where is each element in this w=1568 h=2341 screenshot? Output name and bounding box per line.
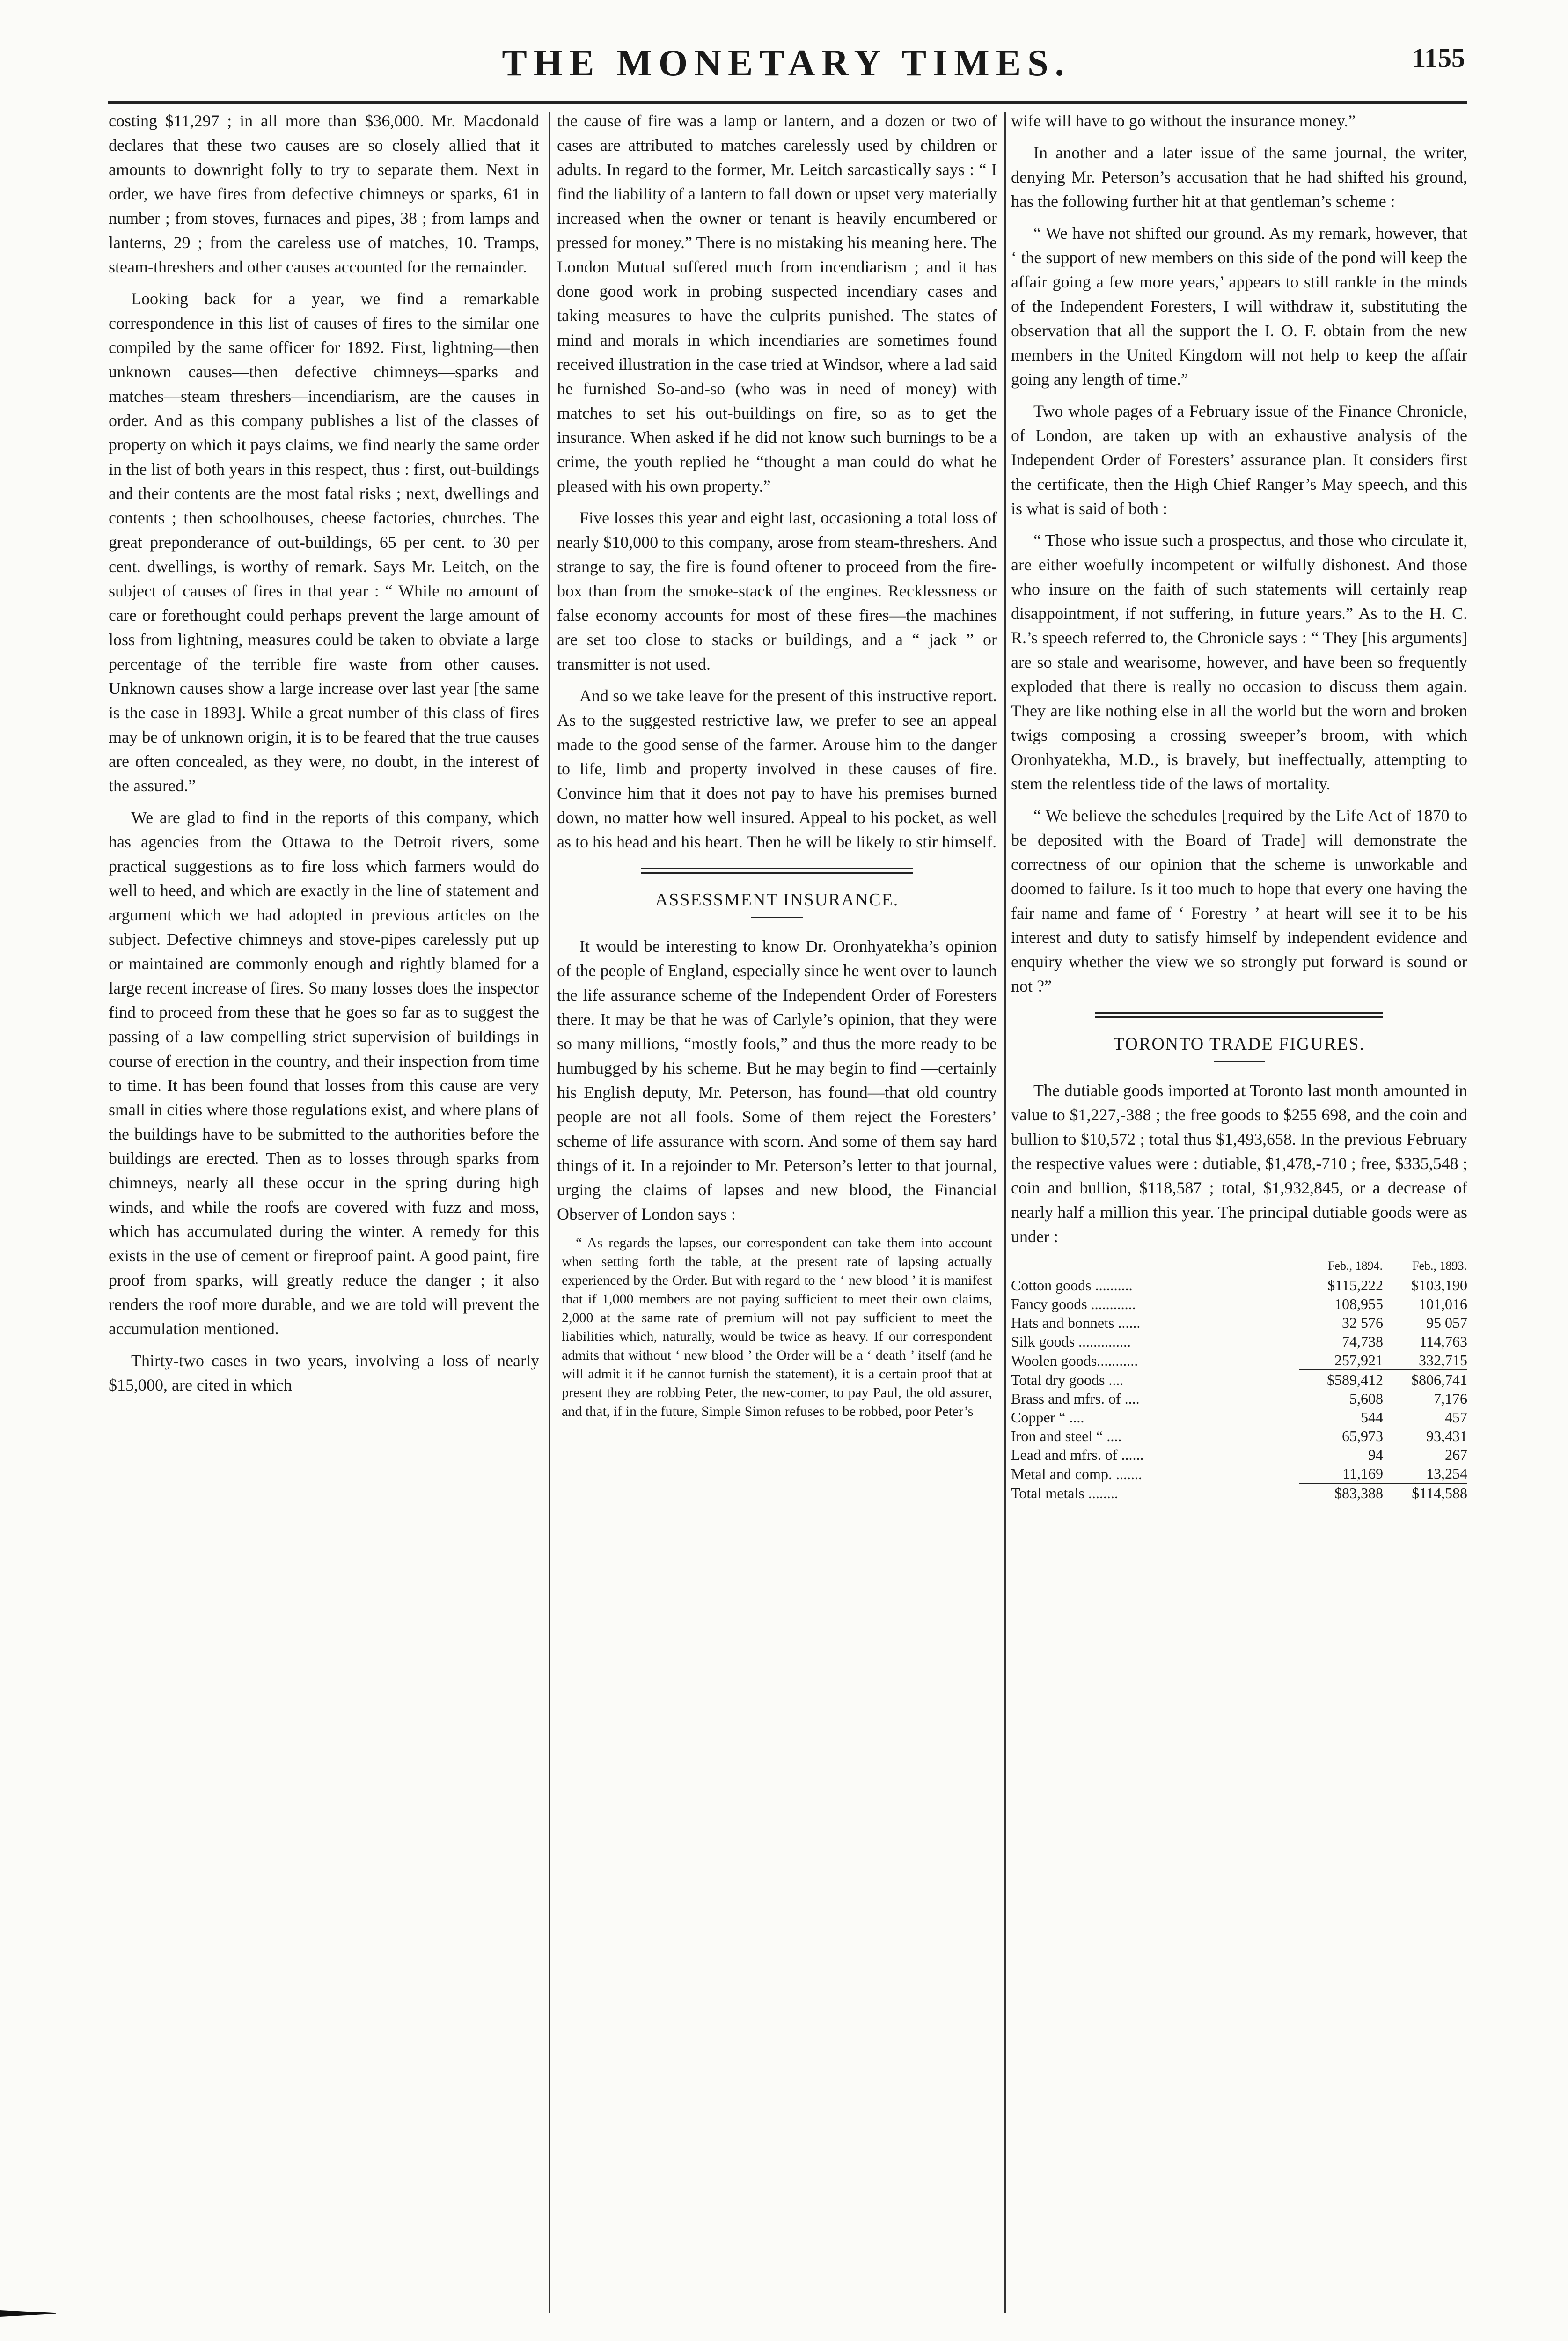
paragraph: “ Those who issue such a prospectus, and those who circulate it, are either woefully incompetent or wilfully dishonest. And those who insure on the faith of such statements will certainly reap disappointment, if not suffering, in future years.” As to the H. C. R.’s speech referred to, the Chronicle says : “ They [his arguments] are so stale and wearisome, however, and have been so frequently exploded that there is really no occasion to discuss them again. They are like nothing else in all the world but the worn and broken twigs composing a crossing sweeper’s broom, with which Oronhyatekha, M.D., is bravely, but ineffectually, attempting to stem the relentless tide of the laws of mortality. xyxy=(1011,531,1467,793)
value-1894: $83,388 xyxy=(1299,1483,1383,1502)
row-label: Copper “ .... xyxy=(1011,1409,1084,1426)
section-separator xyxy=(641,868,913,869)
table-row xyxy=(1011,1389,1467,1408)
masthead xyxy=(108,28,1465,98)
block-quote xyxy=(562,1234,992,1421)
value-1894: $589,412 xyxy=(1299,1370,1383,1389)
section-heading: ASSESSMENT INSURANCE. xyxy=(655,890,899,910)
value-1893: $806,741 xyxy=(1383,1370,1467,1389)
row-label: Total metals ........ xyxy=(1011,1484,1118,1502)
value-1894: 5,608 xyxy=(1349,1390,1383,1407)
pointer-arrow-icon xyxy=(0,2310,56,2317)
section-separator xyxy=(641,872,913,874)
section-separator xyxy=(1095,1016,1383,1018)
paragraph: We are glad to find in the reports of this company, which has agencies from the Ottawa to the Detroit rivers, some practical suggestions as to fire loss which farmers would do well to heed, and which are exactly in the line of statement and argument which we had adopted in previous articles on the subject. Defective chimneys and stove-pipes carelessly put up or maintained are commonly enough and rightly blamed for a large recent increase of fires. So many losses does the inspector find to proceed from these that he goes so far as to suggest the passing of a law compelling strict supervision of buildings in course of erection in the country, and their inspection from time to time. It has been found that losses from this cause are very small in cities where those regulations exist, and where plans of the buildings have to be submitted to the authorities before the buildings are erected. Then as to losses through sparks from chimneys, nearly all these occur in the spring during high winds, and while the roofs are covered with fuzz and moss, which has accumulated during the winter. A remedy for this exists in the use of cement or fireproof paint. A good paint, fire proof from sparks, will greatly reduce the danger ; it also renders the roof more durable, and we are told will prevent the accumulation mentioned. xyxy=(109,808,539,1338)
value-1894: 65,973 xyxy=(1342,1428,1383,1444)
value-1893: $103,190 xyxy=(1411,1277,1467,1294)
paragraph: Thirty-two cases in two years, involving a loss of nearly $15,000, are cited in which xyxy=(109,1351,539,1394)
column-3 xyxy=(1011,109,1467,2319)
row-label: Metal and comp. ....... xyxy=(1011,1465,1142,1482)
column-divider xyxy=(549,112,550,2313)
value-1894: 544 xyxy=(1361,1409,1383,1426)
value-1894: $115,222 xyxy=(1327,1277,1383,1294)
column-header: Feb., 1894. xyxy=(1328,1259,1383,1273)
value-1893: 7,176 xyxy=(1434,1390,1467,1407)
paragraph: And so we take leave for the present of this instructive report. As to the suggested restrictive law, we prefer to see an appeal made to the good sense of the farmer. Arouse him to the danger to life, limb and property involved in these causes of fire. Convince him that it does not pay to have his premises burned down, no matter how well insured. Appeal to his pocket, as well as to his head and his heart. Then he will be likely to stir himself. xyxy=(557,686,997,851)
row-label: Total dry goods .... xyxy=(1011,1371,1124,1388)
table-row xyxy=(1011,1313,1467,1332)
paragraph: costing $11,297 ; in all more than $36,000. Mr. Macdonald declares that these two causes are so closely allied that it amounts to downright folly to try to separate them. Next in order, we have fires from defective chimneys or sparks, 61 in number ; from stoves, furnaces and pipes, 38 ; from lamps and lanterns, 29 ; from the careless use of matches, 10. Tramps, steam-threshers and other causes accounted for the remainder. xyxy=(109,111,539,276)
table-row xyxy=(1011,1351,1467,1370)
column-2 xyxy=(557,109,997,2319)
page-number: 1155 xyxy=(1412,43,1465,73)
section-heading: TORONTO TRADE FIGURES. xyxy=(1114,1034,1365,1054)
column-header: Feb., 1893. xyxy=(1412,1259,1467,1273)
table-row xyxy=(1011,1464,1467,1483)
paragraph: The dutiable goods imported at Toronto last month amounted in value to $1,227,-388 ; the free goods to $255 698, and the coin and bullion to $10,572 ; total thus $1,493,658. In the previous February the respective values were : dutiable, $1,478,-710 ; free, $335,548 ; coin and bullion, $118,587 ; total, $1,932,845, or a decrease of nearly half a million this year. The principal dutiable goods were as under : xyxy=(1011,1081,1467,1246)
heading-rule xyxy=(1214,1061,1265,1062)
row-label: Silk goods .............. xyxy=(1011,1333,1131,1350)
table-row xyxy=(1011,1427,1467,1445)
paragraph: Looking back for a year, we find a remarkable correspondence in this list of causes of fires to the similar one compiled by the same officer for 1892. First, lightning—then unknown causes—then defective chimneys—sparks and matches—steam threshers—incendiarism, are the causes in order. And as this company publishes a list of the classes of property on which it pays claims, we find nearly the same order in the list of both years in this respect, thus : first, out-buildings and their contents are the most fatal risks ; next, dwellings and contents ; then schoolhouses, cheese factories, churches. The great preponderance of out-buildings, 65 per cent. to 30 per cent. dwellings, is worthy of remark. Says Mr. Leitch, on the subject of causes of fires in that year : “ While no amount of care or forethought could perhaps prevent the large amount of loss from lightning, measures could be taken to obviate a large percentage of the terrible fire waste from other causes. Unknown causes show a large increase over last year [the same is the case in 1893]. While a great number of this class of fires may be of unknown origin, it is to be feared that the true causes are often concealed, as they were, no doubt, in the interest of the assured.” xyxy=(109,289,539,795)
value-1894: 257,921 xyxy=(1334,1352,1383,1369)
quote-text: “ As regards the lapses, our correspondent can take them into account when setting forth the table, at the present rate of lapsing actually experienced by the Order. But with regard to the ‘ new blood ’ it is manifest that if 1,000 members are not paying sufficient to meet their own claims, 2,000 at the same rate of premium will not pay sufficient to meet the liabilities which, naturally, would be twice as heavy. If our correspondent admits that without ‘ new blood ’ the Order will be a ‘ death ’ itself (and he will admit it if he cannot furnish the statement), it is a certain proof that at present they are robbing Peter, the new-comer, to pay Paul, the old assurer, and that, if in the future, Simple Simon refuses to be robbed, poor Peter’s xyxy=(562,1235,992,1419)
value-1893: 267 xyxy=(1445,1446,1467,1463)
row-label: Lead and mfrs. of ...... xyxy=(1011,1446,1144,1463)
row-label: Hats and bonnets ...... xyxy=(1011,1314,1141,1331)
paragraph: wife will have to go without the insurance money.” xyxy=(1011,111,1356,130)
value-1894: 94 xyxy=(1368,1446,1383,1463)
header-rule xyxy=(108,101,1467,104)
table-row xyxy=(1011,1276,1467,1295)
section-separator xyxy=(1095,1012,1383,1014)
value-1893: 114,763 xyxy=(1419,1333,1467,1350)
row-label: Woolen goods........... xyxy=(1011,1352,1138,1369)
value-1893: 101,016 xyxy=(1419,1296,1467,1312)
row-label: Fancy goods ............ xyxy=(1011,1296,1136,1312)
value-1894: 32 576 xyxy=(1342,1314,1383,1331)
value-1894: 74,738 xyxy=(1342,1333,1383,1350)
paragraph: In another and a later issue of the same journal, the writer, denying Mr. Peterson’s accusation that he had shifted his ground, has the following further hit at that gentleman’s scheme : xyxy=(1011,143,1467,211)
row-label: Brass and mfrs. of .... xyxy=(1011,1390,1140,1407)
heading-rule xyxy=(751,917,803,918)
row-label: Cotton goods .......... xyxy=(1011,1277,1133,1294)
row-label: Iron and steel “ .... xyxy=(1011,1428,1122,1444)
table-row xyxy=(1011,1332,1467,1351)
value-1894: 108,955 xyxy=(1334,1296,1383,1312)
paragraph: the cause of fire was a lamp or lantern, and a dozen or two of cases are attributed to matches carelessly used by children or adults. In regard to the former, Mr. Leitch sarcastically says : “ I find the liability of a lantern to fall down or upset very materially increased when the owner or tenant is heavily encumbered or pressed for money.” There is no mistaking his meaning here. The London Mutual suffered much from incendiarism ; and it has done good work in probing suspected incendiary cases and taking measures to have the culprits punished. The states of mind and morals in which incendiaries are sometimes found received illustration in the case tried at Windsor, where a lad said he furnished So-and-so (who was in need of money) with matches to set his out-buildings on fire, so as to get the insurance. When asked if he did not know such burnings to be a crime, the youth replied he “thought a man could do what he pleased with his own property.” xyxy=(557,111,997,495)
table-row xyxy=(1011,1408,1467,1427)
value-1893: 95 057 xyxy=(1426,1314,1467,1331)
value-1893: 457 xyxy=(1445,1409,1467,1426)
trade-figures-table xyxy=(1011,1256,1467,1502)
paragraph: “ We have not shifted our ground. As my remark, however, that ‘ the support of new members on this side of the pond will keep the affair going a few more years,’ appears to still rankle in the minds of the Independent Foresters, I will withdraw it, substituting the observation that all the support the I. O. F. obtain from the new members in the United Kingdom will not help to keep the affair going any length of time.” xyxy=(1011,224,1467,389)
total-row xyxy=(1011,1483,1467,1502)
paragraph: It would be interesting to know Dr. Oronhyatekha’s opinion of the people of England, especially since he went over to launch the life assurance scheme of the Independent Order of Foresters there. It may be that he was of Carlyle’s opinion, that they were so many millions, “mostly fools,” and thus the more ready to be humbugged by his scheme. But he may begin to find —certainly his English deputy, Mr. Peterson, has found—that old country people are not all fools. Some of them reject the Foresters’ scheme of life assurance with scorn. And some of them say hard things of it. In a rejoinder to Mr. Peterson’s letter to that journal, urging the claims of lapses and new blood, the Financial Observer of London says : xyxy=(557,937,997,1223)
total-row xyxy=(1011,1370,1467,1389)
value-1893: 332,715 xyxy=(1419,1352,1467,1369)
newspaper-title: THE MONETARY TIMES. xyxy=(502,43,1071,84)
value-1893: $114,588 xyxy=(1383,1483,1467,1502)
table-row xyxy=(1011,1295,1467,1313)
paragraph: Five losses this year and eight last, occasioning a total loss of nearly $10,000 to this company, arose from steam-threshers. And strange to say, the fire is found oftener to proceed from the fire-box than from the smoke-stack of the engines. Recklessness or false economy accounts for most of these fires—the machines are set too close to stacks or buildings, and a “ jack ” or transmitter is not used. xyxy=(557,508,997,673)
value-1894: 11,169 xyxy=(1342,1465,1383,1482)
column-1 xyxy=(109,109,539,2319)
column-divider xyxy=(1004,112,1006,2313)
value-1893: 13,254 xyxy=(1426,1465,1467,1482)
paragraph: “ We believe the schedules [required by the Life Act of 1870 to be deposited with the Board of Trade] will demonstrate the correctness of our opinion that the scheme is unworkable and doomed to failure. Is it too much to hope that every one having the fair name and fame of ‘ Forestry ’ at heart will see it to be his interest and duty to satisfy himself by independent evidence and enquiry whether the view we so strongly put forward is sound or not ?” xyxy=(1011,806,1467,995)
value-1893: 93,431 xyxy=(1426,1428,1467,1444)
paragraph: Two whole pages of a February issue of the Finance Chronicle, of London, are taken up with an exhaustive analysis of the Independent Order of Foresters’ assurance plan. It considers first the certificate, then the High Chief Ranger’s May speech, and this is what is said of both : xyxy=(1011,402,1467,518)
table-header-row xyxy=(1011,1256,1467,1276)
table-row xyxy=(1011,1445,1467,1464)
